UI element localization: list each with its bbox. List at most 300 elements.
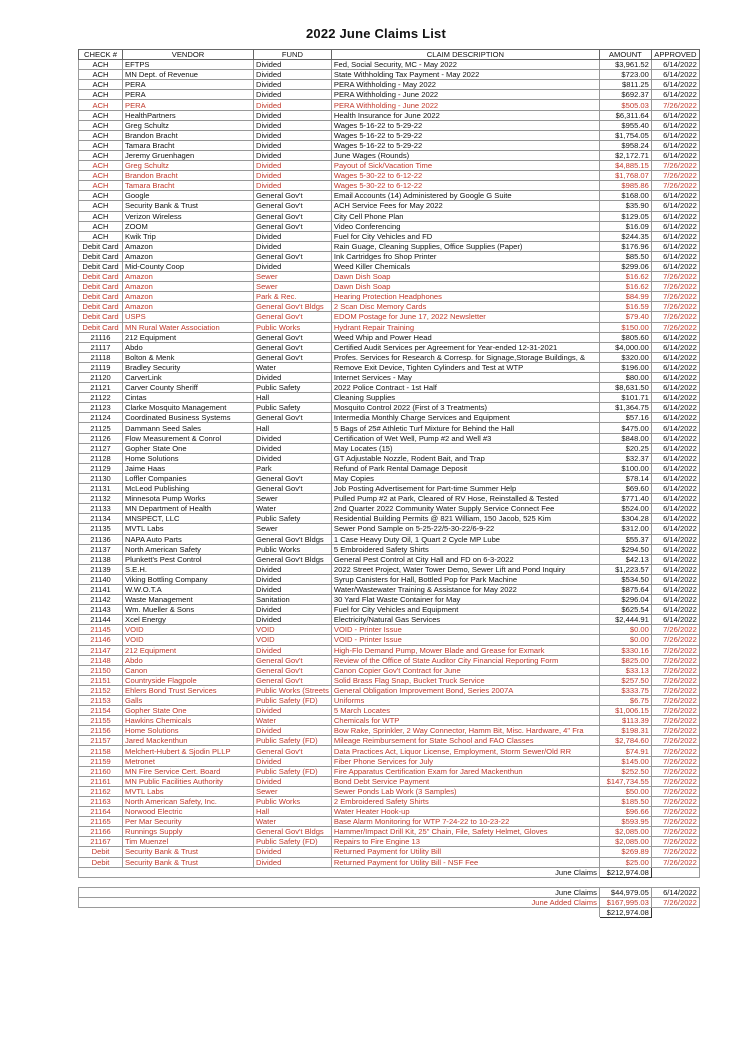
- amount: $100.00: [599, 463, 651, 473]
- amount: $55.37: [599, 534, 651, 544]
- vendor: Brandon Bracht: [123, 130, 254, 140]
- approved-date: 6/14/2022: [651, 423, 699, 433]
- approved-date: 7/26/2022: [651, 312, 699, 322]
- description: Base Alarm Monitoring for WTP 7-24-22 to 10-23-22: [331, 817, 599, 827]
- amount: $269.89: [599, 847, 651, 857]
- fund: General Gov't: [254, 221, 332, 231]
- table-row: [79, 796, 700, 806]
- amount: $6,311.64: [599, 110, 651, 120]
- amount: $96.66: [599, 807, 651, 817]
- approved-date: 6/14/2022: [651, 251, 699, 261]
- amount: $78.14: [599, 473, 651, 483]
- vendor: North American Safety: [123, 544, 254, 554]
- description: Cleaning Supplies: [331, 393, 599, 403]
- approved-date: 6/14/2022: [651, 231, 699, 241]
- fund: General Gov't: [254, 484, 332, 494]
- check-number: ACH: [79, 161, 123, 171]
- fund: Divided: [254, 60, 332, 70]
- table-row: [79, 110, 700, 120]
- fund: General Gov't: [254, 342, 332, 352]
- approved-date: 7/26/2022: [651, 665, 699, 675]
- check-number: 21120: [79, 373, 123, 383]
- approved-date: 6/14/2022: [651, 352, 699, 362]
- table-row: [79, 756, 700, 766]
- description: Email Accounts (14) Administered by Google G Suite: [331, 191, 599, 201]
- table-row: [79, 332, 700, 342]
- table-row: [79, 231, 700, 241]
- amount: $147,734.55: [599, 776, 651, 786]
- amount: $771.40: [599, 494, 651, 504]
- description: Canon Copier Gov't Contract for June: [331, 665, 599, 675]
- vendor: VOID: [123, 635, 254, 645]
- table-row: [79, 191, 700, 201]
- check-number: ACH: [79, 191, 123, 201]
- vendor: Runnings Supply: [123, 827, 254, 837]
- check-number: Debit Card: [79, 241, 123, 251]
- fund: General Gov't: [254, 332, 332, 342]
- approved-date: 7/26/2022: [651, 282, 699, 292]
- vendor: Security Bank & Trust: [123, 847, 254, 857]
- check-number: 21137: [79, 544, 123, 554]
- table-row: [79, 726, 700, 736]
- check-number: ACH: [79, 80, 123, 90]
- description: 2022 Police Contract - 1st Half: [331, 383, 599, 393]
- description: Fuel for City Vehicles and FD: [331, 231, 599, 241]
- amount: $2,085.00: [599, 827, 651, 837]
- table-row: [79, 635, 700, 645]
- check-number: 21162: [79, 786, 123, 796]
- approved-date: 7/26/2022: [651, 322, 699, 332]
- approved-date: 7/26/2022: [651, 776, 699, 786]
- vendor: Security Bank & Trust: [123, 201, 254, 211]
- fund: General Gov't: [254, 352, 332, 362]
- fund: Sewer: [254, 282, 332, 292]
- amount: $985.86: [599, 181, 651, 191]
- check-number: 21145: [79, 625, 123, 635]
- approved-date: 6/14/2022: [651, 595, 699, 605]
- amount: $101.71: [599, 393, 651, 403]
- vendor: PERA: [123, 80, 254, 90]
- check-number: 21119: [79, 362, 123, 372]
- approved-date: 6/14/2022: [651, 221, 699, 231]
- vendor: EFTPS: [123, 60, 254, 70]
- approved-date: 6/14/2022: [651, 150, 699, 160]
- description: City Cell Phone Plan: [331, 211, 599, 221]
- fund: Divided: [254, 373, 332, 383]
- check-number: 21154: [79, 706, 123, 716]
- approved-date: 6/14/2022: [651, 443, 699, 453]
- approved-date: 6/14/2022: [651, 615, 699, 625]
- approved-date: 6/14/2022: [651, 120, 699, 130]
- check-number: 21134: [79, 514, 123, 524]
- fund: General Gov't: [254, 473, 332, 483]
- fund: Sewer: [254, 494, 332, 504]
- amount: $80.00: [599, 373, 651, 383]
- table-row: [79, 766, 700, 776]
- amount: $8,631.50: [599, 383, 651, 393]
- check-number: 21131: [79, 484, 123, 494]
- table-row: [79, 423, 700, 433]
- vendor: MN Dept. of Revenue: [123, 70, 254, 80]
- description: Dawn Dish Soap: [331, 282, 599, 292]
- amount: $505.03: [599, 100, 651, 110]
- vendor: MVTL Labs: [123, 786, 254, 796]
- table-row: [79, 534, 700, 544]
- fund: Divided: [254, 706, 332, 716]
- approved-date: 6/14/2022: [651, 605, 699, 615]
- amount: $304.28: [599, 514, 651, 524]
- vendor: MVTL Labs: [123, 524, 254, 534]
- approved-date: 6/14/2022: [651, 554, 699, 564]
- fund: General Gov't: [254, 211, 332, 221]
- fund: General Gov't: [254, 665, 332, 675]
- table-row: [79, 857, 700, 867]
- check-number: 21147: [79, 645, 123, 655]
- claims-table: [78, 49, 700, 918]
- description: 5 March Locates: [331, 706, 599, 716]
- approved-date: 6/14/2022: [651, 514, 699, 524]
- table-row: [79, 595, 700, 605]
- fund: Divided: [254, 171, 332, 181]
- description: Repairs to Fire Engine 13: [331, 837, 599, 847]
- vendor: Plunkett's Pest Control: [123, 554, 254, 564]
- approved-date: 7/26/2022: [651, 625, 699, 635]
- check-number: ACH: [79, 60, 123, 70]
- fund: Water: [254, 504, 332, 514]
- fund: General Gov't Bldgs: [254, 534, 332, 544]
- description: General Obligation Improvement Bond, Series 2007A: [331, 685, 599, 695]
- fund: Divided: [254, 433, 332, 443]
- approved-date: 7/26/2022: [651, 685, 699, 695]
- fund: General Gov't Bldgs: [254, 554, 332, 564]
- approved-date: 6/14/2022: [651, 433, 699, 443]
- check-number: 21156: [79, 726, 123, 736]
- description: Sewer Ponds Lab Work (3 Samples): [331, 786, 599, 796]
- table-row: [79, 302, 700, 312]
- description: Hearing Protection Headphones: [331, 292, 599, 302]
- table-row: [79, 241, 700, 251]
- amount: $3,961.52: [599, 60, 651, 70]
- description: 2022 Street Project, Water Tower Demo, Sewer Lift and Pond Inquiry: [331, 564, 599, 574]
- approved-date: 6/14/2022: [651, 403, 699, 413]
- amount: $825.00: [599, 655, 651, 665]
- fund: General Gov't: [254, 201, 332, 211]
- amount: $625.54: [599, 605, 651, 615]
- check-number: ACH: [79, 110, 123, 120]
- amount: $16.62: [599, 282, 651, 292]
- col-vendor: VENDOR: [123, 50, 254, 60]
- description: 5 Embroidered Safety Shirts: [331, 544, 599, 554]
- check-number: 21133: [79, 504, 123, 514]
- check-number: 21140: [79, 574, 123, 584]
- amount: $113.39: [599, 716, 651, 726]
- amount: $6.75: [599, 696, 651, 706]
- table-row: [79, 90, 700, 100]
- fund: Sanitation: [254, 595, 332, 605]
- amount: $185.50: [599, 796, 651, 806]
- table-row: [79, 807, 700, 817]
- check-number: ACH: [79, 130, 123, 140]
- vendor: PERA: [123, 100, 254, 110]
- table-row: [79, 282, 700, 292]
- table-row: [79, 605, 700, 615]
- check-number: 21135: [79, 524, 123, 534]
- description: Video Conferencing: [331, 221, 599, 231]
- fund: Public Works (Streets: [254, 685, 332, 695]
- fund: General Gov't: [254, 675, 332, 685]
- check-number: ACH: [79, 90, 123, 100]
- amount: $196.00: [599, 362, 651, 372]
- vendor: Jaime Haas: [123, 463, 254, 473]
- description: VOID - Printer Issue: [331, 635, 599, 645]
- description: Refund of Park Rental Damage Deposit: [331, 463, 599, 473]
- amount: $257.50: [599, 675, 651, 685]
- table-row: [79, 443, 700, 453]
- description: ACH Service Fees for May 2022: [331, 201, 599, 211]
- table-row: [79, 625, 700, 635]
- check-number: Debit Card: [79, 322, 123, 332]
- approved-date: 7/26/2022: [651, 746, 699, 756]
- approved-date: 7/26/2022: [651, 171, 699, 181]
- approved-date: 6/14/2022: [651, 383, 699, 393]
- approved-date: 7/26/2022: [651, 161, 699, 171]
- description: Fed, Social Security, MC - May 2022: [331, 60, 599, 70]
- description: GT Adjustable Nozzle, Rodent Bait, and Trap: [331, 453, 599, 463]
- check-number: 21138: [79, 554, 123, 564]
- table-row: [79, 171, 700, 181]
- fund: General Gov't: [254, 251, 332, 261]
- approved-date: 6/14/2022: [651, 140, 699, 150]
- approved-date: 7/26/2022: [651, 817, 699, 827]
- vendor: Metronet: [123, 756, 254, 766]
- vendor: Tim Muenzel: [123, 837, 254, 847]
- fund: Divided: [254, 776, 332, 786]
- check-number: 21132: [79, 494, 123, 504]
- spacer-row: [79, 877, 700, 887]
- check-number: 21155: [79, 716, 123, 726]
- description: EDOM Postage for June 17, 2022 Newsletter: [331, 312, 599, 322]
- summary-added-row: [79, 897, 700, 907]
- approved-date: 6/14/2022: [651, 211, 699, 221]
- vendor: Abdo: [123, 655, 254, 665]
- approved-date: 7/26/2022: [651, 796, 699, 806]
- amount: $848.00: [599, 433, 651, 443]
- summary-grand-total: $212,974.08: [599, 907, 651, 917]
- vendor: VOID: [123, 625, 254, 635]
- fund: Divided: [254, 241, 332, 251]
- vendor: Gopher State One: [123, 706, 254, 716]
- description: Bow Rake, Sprinkler, 2 Way Connector, Hamm Bit, Misc. Hardware, 4" Fra: [331, 726, 599, 736]
- description: May Locates (15): [331, 443, 599, 453]
- vendor: 212 Equipment: [123, 332, 254, 342]
- check-number: 21167: [79, 837, 123, 847]
- approved-date: 7/26/2022: [651, 181, 699, 191]
- approved-date: 6/14/2022: [651, 544, 699, 554]
- approved-date: 6/14/2022: [651, 393, 699, 403]
- description: Fiber Phone Services for July: [331, 756, 599, 766]
- approved-date: 6/14/2022: [651, 534, 699, 544]
- check-number: Debit: [79, 847, 123, 857]
- fund: Divided: [254, 574, 332, 584]
- vendor: Security Bank & Trust: [123, 857, 254, 867]
- description: Rain Guage, Cleaning Supplies, Office Supplies (Paper): [331, 241, 599, 251]
- check-number: 21153: [79, 696, 123, 706]
- vendor: Mid-County Coop: [123, 261, 254, 271]
- table-row: [79, 473, 700, 483]
- description: Certification of Wet Well, Pump #2 and Well #3: [331, 433, 599, 443]
- amount: $958.24: [599, 140, 651, 150]
- vendor: Jeremy Gruenhagen: [123, 150, 254, 160]
- amount: $32.37: [599, 453, 651, 463]
- amount: $50.00: [599, 786, 651, 796]
- amount: $534.50: [599, 574, 651, 584]
- check-number: 21121: [79, 383, 123, 393]
- description: Returned Payment for Utility Bill - NSF Fee: [331, 857, 599, 867]
- table-row: [79, 837, 700, 847]
- table-row: [79, 211, 700, 221]
- table-row: [79, 524, 700, 534]
- amount: $16.62: [599, 272, 651, 282]
- table-row: [79, 716, 700, 726]
- description: Chemicals for WTP: [331, 716, 599, 726]
- amount: $33.13: [599, 665, 651, 675]
- vendor: Countryside Flagpole: [123, 675, 254, 685]
- summary-added-label: June Added Claims: [331, 897, 599, 907]
- check-number: 21166: [79, 827, 123, 837]
- vendor: Amazon: [123, 251, 254, 261]
- check-number: ACH: [79, 100, 123, 110]
- table-row: [79, 373, 700, 383]
- vendor: Per Mar Security: [123, 817, 254, 827]
- fund: Public Safety (FD): [254, 696, 332, 706]
- amount: $176.96: [599, 241, 651, 251]
- col-description: CLAIM DESCRIPTION: [331, 50, 599, 60]
- description: Fuel for City Vehicles and Equipment: [331, 605, 599, 615]
- approved-date: 6/14/2022: [651, 130, 699, 140]
- table-row: [79, 827, 700, 837]
- fund: Divided: [254, 564, 332, 574]
- col-fund: FUND: [254, 50, 332, 60]
- check-number: Debit Card: [79, 312, 123, 322]
- fund: Divided: [254, 120, 332, 130]
- amount: $1,006.15: [599, 706, 651, 716]
- description: Wages 5-30-22 to 6-12-22: [331, 181, 599, 191]
- description: Returned Payment for Utility Bill: [331, 847, 599, 857]
- fund: Divided: [254, 100, 332, 110]
- table-row: [79, 655, 700, 665]
- vendor: Amazon: [123, 272, 254, 282]
- fund: General Gov't: [254, 312, 332, 322]
- fund: Sewer: [254, 272, 332, 282]
- fund: Public Safety (FD): [254, 736, 332, 746]
- amount: $69.60: [599, 484, 651, 494]
- vendor: Xcel Energy: [123, 615, 254, 625]
- approved-date: 7/26/2022: [651, 716, 699, 726]
- fund: General Gov't: [254, 655, 332, 665]
- vendor: Ehlers Bond Trust Services: [123, 685, 254, 695]
- table-row: [79, 413, 700, 423]
- vendor: MN Public Facilities Authority: [123, 776, 254, 786]
- amount: $168.00: [599, 191, 651, 201]
- fund: Public Safety (FD): [254, 766, 332, 776]
- approved-date: 7/26/2022: [651, 302, 699, 312]
- vendor: Cintas: [123, 393, 254, 403]
- amount: $692.37: [599, 90, 651, 100]
- amount: $330.16: [599, 645, 651, 655]
- amount: $0.00: [599, 635, 651, 645]
- table-row: [79, 352, 700, 362]
- amount: $20.25: [599, 443, 651, 453]
- description: Bond Debt Service Payment: [331, 776, 599, 786]
- description: May Copies: [331, 473, 599, 483]
- vendor: Wm. Mueller & Sons: [123, 605, 254, 615]
- vendor: Canon: [123, 665, 254, 675]
- table-row: [79, 60, 700, 70]
- approved-date: 6/14/2022: [651, 484, 699, 494]
- vendor: McLeod Publishing: [123, 484, 254, 494]
- vendor: PERA: [123, 90, 254, 100]
- table-row: [79, 746, 700, 756]
- fund: Divided: [254, 261, 332, 271]
- vendor: Abdo: [123, 342, 254, 352]
- amount: $333.75: [599, 685, 651, 695]
- description: Sewer Pond Sample on 5-25-22/5-30-22/6-9-22: [331, 524, 599, 534]
- vendor: W.W.O.T.A: [123, 584, 254, 594]
- fund: Divided: [254, 140, 332, 150]
- check-number: ACH: [79, 150, 123, 160]
- amount: $0.00: [599, 625, 651, 635]
- amount: $85.50: [599, 251, 651, 261]
- check-number: ACH: [79, 201, 123, 211]
- summary-added-amount: $167,995.03: [599, 897, 651, 907]
- table-row: [79, 847, 700, 857]
- fund: Public Safety (FD): [254, 837, 332, 847]
- vendor: North American Safety, Inc.: [123, 796, 254, 806]
- vendor: Norwood Electric: [123, 807, 254, 817]
- vendor: Home Solutions: [123, 453, 254, 463]
- vendor: Viking Bottling Company: [123, 574, 254, 584]
- amount: $320.00: [599, 352, 651, 362]
- approved-date: 6/14/2022: [651, 241, 699, 251]
- table-row: [79, 120, 700, 130]
- vendor: Clarke Mosquito Management: [123, 403, 254, 413]
- check-number: ACH: [79, 221, 123, 231]
- approved-date: 7/26/2022: [651, 706, 699, 716]
- check-number: 21129: [79, 463, 123, 473]
- amount: $35.90: [599, 201, 651, 211]
- description: Wages 5-16-22 to 5-29-22: [331, 130, 599, 140]
- amount: $2,784.60: [599, 736, 651, 746]
- check-number: 21144: [79, 615, 123, 625]
- approved-date: 6/14/2022: [651, 342, 699, 352]
- fund: Sewer: [254, 524, 332, 534]
- table-row: [79, 140, 700, 150]
- table-row: [79, 706, 700, 716]
- approved-date: 6/14/2022: [651, 70, 699, 80]
- vendor: Galls: [123, 696, 254, 706]
- vendor: Bolton & Menk: [123, 352, 254, 362]
- check-number: 21164: [79, 807, 123, 817]
- vendor: HealthPartners: [123, 110, 254, 120]
- check-number: 21126: [79, 433, 123, 443]
- approved-date: 7/26/2022: [651, 272, 699, 282]
- check-number: 21143: [79, 605, 123, 615]
- fund: Divided: [254, 161, 332, 171]
- amount: $244.35: [599, 231, 651, 241]
- amount: $25.00: [599, 857, 651, 867]
- approved-date: 6/14/2022: [651, 564, 699, 574]
- amount: $299.06: [599, 261, 651, 271]
